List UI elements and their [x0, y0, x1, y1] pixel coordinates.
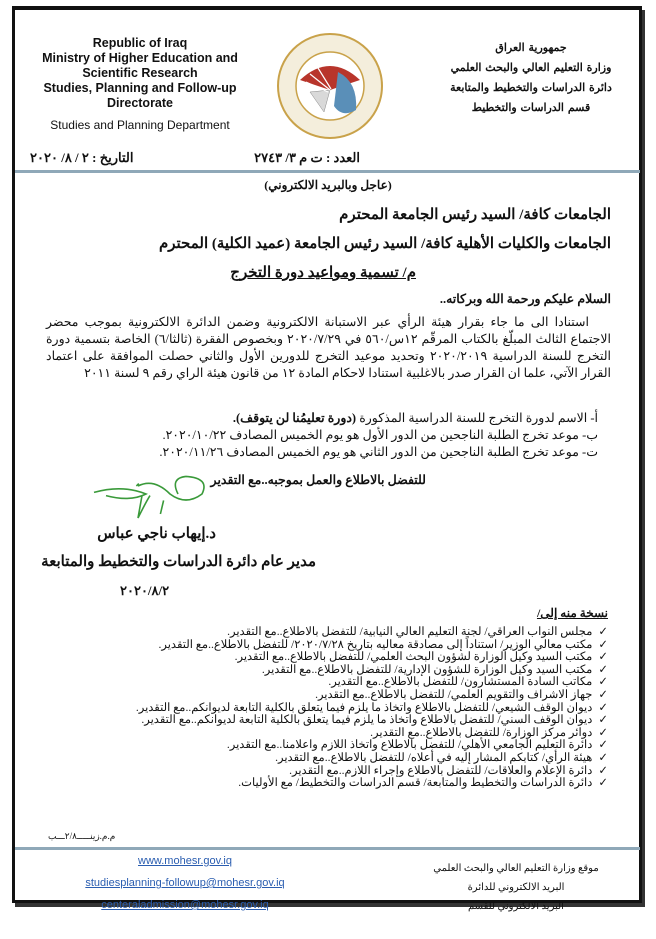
- english-header: [16, 36, 264, 111]
- copy-recipient-item: [136, 702, 608, 715]
- header-line: Republic of Iraq: [92, 36, 188, 50]
- item-text: أ- الاسم لدورة التخرج للسنة الدراسية المذكورة: [356, 411, 598, 425]
- copy-recipient-item: [136, 752, 608, 765]
- header-line: دائرة الدراسات والتخطيط والمتابعة: [450, 81, 612, 94]
- copy-recipient-item: [136, 765, 608, 778]
- check-icon: ✓: [598, 638, 608, 651]
- copy-recipient-item: [136, 639, 608, 652]
- footer-label: موقع وزارة التعليم العالي والبحث العلمي: [433, 863, 599, 874]
- signature-date: ٢٠٢٠/٨/٢: [120, 583, 170, 598]
- check-icon: ✓: [598, 777, 608, 790]
- copy-recipient-text: دائرة التعليم الجامعي الأهلي/ للتفضل بالاطلاع واتخاذ اللازم واعلامنا..مع التقدير.: [226, 739, 593, 752]
- check-icon: ✓: [598, 739, 608, 752]
- signatory-title: مدير عام دائرة الدراسات والتخطيط والمتابعة: [41, 554, 316, 570]
- arabic-header: [436, 38, 626, 118]
- copy-recipient-item: [136, 714, 608, 727]
- check-icon: ✓: [598, 726, 608, 739]
- copy-recipient-item: [136, 727, 608, 740]
- website-link[interactable]: www.mohesr.gov.iq: [138, 855, 232, 867]
- check-icon: ✓: [598, 688, 608, 701]
- item-text: ب- موعد تخرج الطلبة الناجحين من الدور الأول هو يوم الخميس المصادف ٢٠٢٠/١٠/٢٢.: [162, 428, 598, 442]
- closing-line: للتفضل بالاطلاع والعمل بموجبه..مع التقدير: [210, 473, 426, 487]
- item-text: ت- موعد تخرج الطلبة الناجحين من الدور الثاني هو يوم الخميس المصادف ٢٠٢٠/١١/٢٦.: [159, 445, 598, 459]
- check-icon: ✓: [598, 626, 608, 638]
- header-line: وزارة التعليم العالي والبحث العلمي: [450, 61, 612, 74]
- urgent-note: (عاجل وبالبريد الالكتروني): [264, 178, 392, 192]
- copy-recipient-item: [136, 676, 608, 689]
- copy-recipient-item: [136, 739, 608, 752]
- department-email-link[interactable]: centeraladmission@mohesr.gov.iq: [101, 899, 269, 911]
- copy-recipient-text: جهاز الاشراف والتقويم العلمي/ للتفضل بالاطلاع..مع التقدير.: [315, 688, 593, 701]
- copies-header: نسخة منه إلى/: [536, 606, 608, 620]
- header-line: جمهورية العراق: [495, 41, 567, 54]
- check-icon: ✓: [598, 676, 608, 689]
- check-icon: ✓: [598, 764, 608, 777]
- footer-label: البريد الالكتروني للقسم: [468, 901, 564, 912]
- header-line: Directorate: [107, 96, 173, 110]
- copy-recipient-text: دائرة الإعلام والعلاقات/ للتفضل بالاطلاع وإجراء اللازم..مع التقدير.: [289, 764, 593, 777]
- header-line: Scientific Research: [82, 66, 198, 80]
- header-line: Studies, Planning and Follow-up: [43, 81, 237, 95]
- check-icon: ✓: [598, 651, 608, 664]
- copy-recipient-text: مكتب معالي الوزير/ استناداً إلى مصادقة معاليه بتاريخ ٢٠٢٠/٧/٢٨/ للتفضل بالاطلاع..مع التقدير.: [158, 638, 593, 651]
- header-line: Ministry of Higher Education and: [42, 51, 238, 65]
- greeting: السلام عليكم ورحمة الله وبركاته..: [439, 292, 611, 306]
- signatory-name: د.إيهاب ناجي عباس: [97, 526, 216, 542]
- copies-list: [136, 626, 608, 790]
- subject-line: م/ تسمية ومواعيد دورة التخرج: [230, 265, 416, 281]
- body-paragraph: استنادا الى ما جاء بقرار هيئة الرأي عبر الاستبانة الالكترونية وضمن الدائرة الالكترونية بموجب محضر الاجتماع الثالث المبلّغ بالكتاب المرقّم ١٢س/٥٦٠ في ٢٠٢٠/٧/٢٩ وبخصوص الفقرة (ثالثا/٦) الخاصة بتسمية دورة التخرج للسنة الدراسية ٢٠٢٠/٢٠١٩ وتحديد موعيد التخرج للدورين الأول والثاني حصلت الموافقة على اعتماد القرار الآتي، علما ان القرار صدر بالاغلبية استنادا لاحكام المادة ١٢ من قانون هيئة الراي رقم ٩ لسنة ٢٠١١: [46, 315, 611, 380]
- check-icon: ✓: [598, 751, 608, 764]
- copy-recipient-item: [136, 664, 608, 677]
- copy-recipient-text: مكاتب السادة المستشارون/ للتفضل بالاطلاع..مع التقدير.: [328, 676, 593, 689]
- addressee-line: الجامعات والكليات الأهلية كافة/ السيد رئيس الجامعة (عميد الكلية) المحترم: [158, 236, 611, 252]
- directorate-email-link[interactable]: studiesplanning-followup@mohesr.gov.iq: [85, 877, 285, 889]
- footer-divider: [15, 847, 640, 850]
- decision-item: [159, 410, 598, 427]
- ministry-seal-logo: [276, 32, 384, 140]
- copy-recipient-item: [136, 651, 608, 664]
- decision-items: [159, 410, 598, 461]
- copy-recipient-text: مكتب السيد وكيل الوزارة لشؤون البحث العلمي/ للتفضل بالاطلاع..مع التقدير.: [234, 651, 593, 664]
- copy-recipient-item: [136, 777, 608, 790]
- reference-number: العدد : ت م ٣/ ٢٧٤٣: [254, 150, 360, 165]
- decision-item: [159, 444, 598, 461]
- check-icon: ✓: [598, 663, 608, 676]
- author-initials: م.م.زينـــــ٢/٨ـــب: [48, 831, 116, 841]
- copy-recipient-text: مجلس النواب العراقي/ لجنة التعليم العالي النيابية/ للتفضل بالاطلاع..مع التقدير.: [227, 626, 593, 638]
- copy-recipient-text: دائرة الدراسات والتخطيط والمتابعة/ قسم الدراسات والتخطيط/ مع الأوليات.: [238, 777, 593, 790]
- copy-recipient-text: ديوان الوقف الشيعي/ للتفضل بالاطلاع واتخاذ ما يلزم فيما يتعلق بالكلية التابعة لديوانكم..مع التقدير.: [135, 701, 593, 714]
- copy-recipient-text: مكتب السيد وكيل الوزارة للشؤون الإدارية/ للتفضل بالاطلاع..مع التقدير.: [261, 663, 593, 676]
- document-date: التاريخ : ٢ / ٨/ ٢٠٢٠: [30, 150, 134, 165]
- copy-recipient-item: [136, 689, 608, 702]
- item-bold-text: (دورة تعليمُنا لن يتوقف).: [232, 411, 357, 425]
- check-icon: ✓: [598, 701, 608, 714]
- copy-recipient-text: ديوان الوقف السني/ للتفضل بالاطلاع واتخاذ ما يلزم فيما يتعلق بالكلية التابعة لديوانكم..مع التقدير.: [141, 714, 593, 727]
- copy-recipient-text: دوائر مركز الوزارة/ للتفضل بالاطلاع..مع التقدير.: [370, 726, 593, 739]
- english-department: Studies and Planning Department: [50, 118, 230, 132]
- footer-label: البريد الالكتروني للدائرة: [467, 882, 565, 893]
- header-divider: [15, 170, 640, 173]
- addressee-line: الجامعات كافة/ السيد رئيس الجامعة المحترم: [339, 207, 611, 223]
- copy-recipient-item: [136, 626, 608, 639]
- copy-recipient-text: هيئة الرأي/ كتابكم المشار إليه في أعلاه/ للتفضل بالاطلاع..مع التقدير.: [275, 751, 593, 764]
- header-line: قسم الدراسات والتخطيط: [471, 101, 591, 114]
- handwritten-signature: [75, 470, 225, 526]
- decision-item: [159, 427, 598, 444]
- check-icon: ✓: [598, 714, 608, 727]
